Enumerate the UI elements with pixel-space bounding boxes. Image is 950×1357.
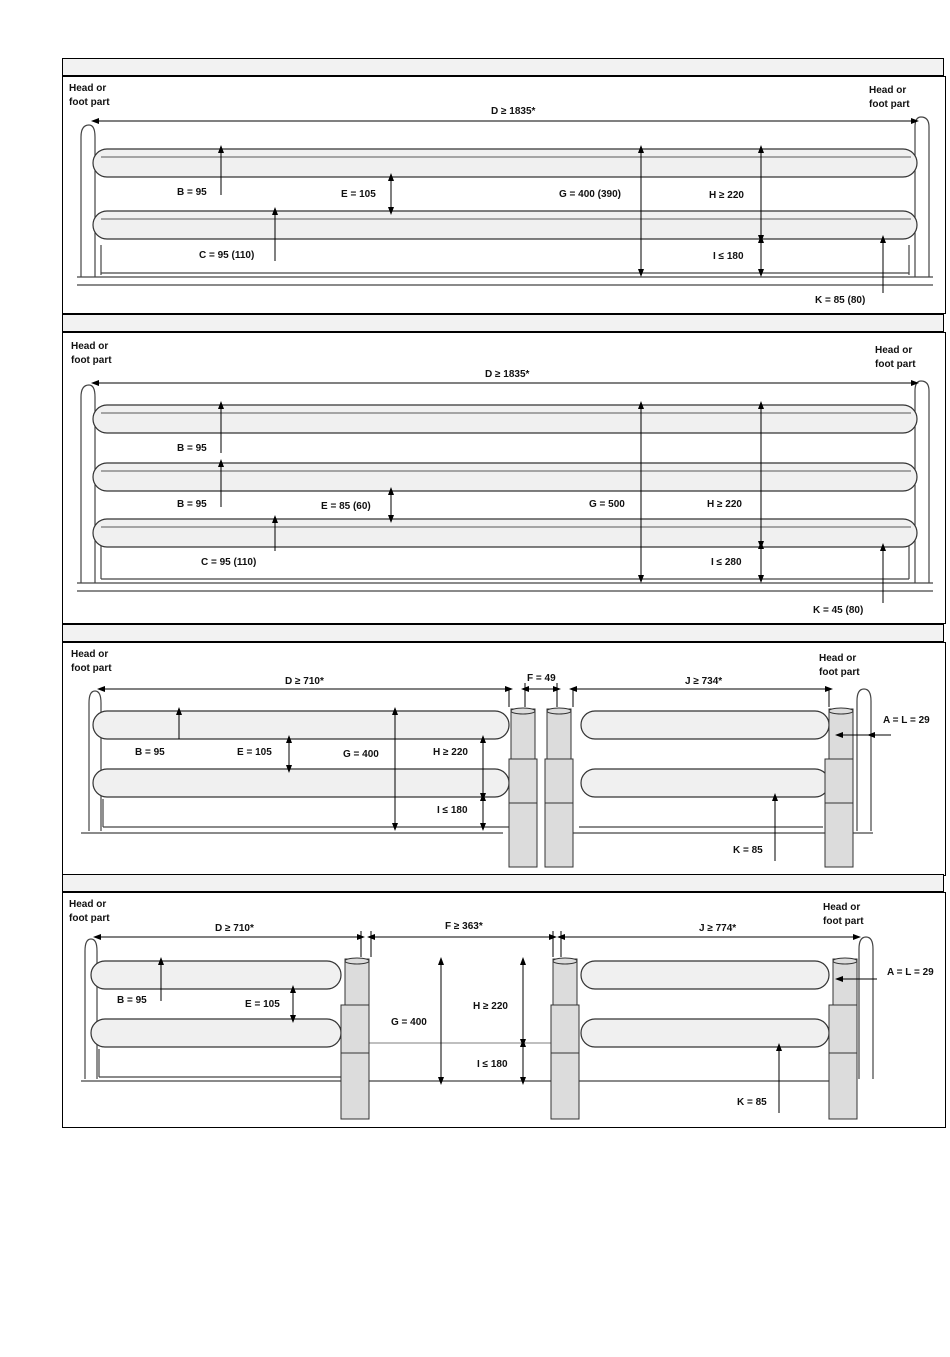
panel-1-drawing [63, 77, 945, 313]
rail-left-upper [91, 961, 341, 989]
post-2-base [551, 1053, 579, 1119]
head-right-line1: Head or [869, 85, 907, 96]
post-3-cap [833, 958, 857, 964]
label-H: H ≥ 220 [707, 499, 742, 510]
label-I: I ≤ 180 [437, 805, 468, 816]
label-K: K = 45 (80) [813, 605, 864, 616]
label-C: C = 95 (110) [199, 250, 255, 261]
label-A: A = L = 29 [887, 967, 934, 978]
label-H: H ≥ 220 [473, 1001, 508, 1012]
head-left-line1: Head or [69, 83, 107, 94]
post-3-upper [833, 959, 857, 1009]
label-K: K = 85 (80) [815, 295, 866, 306]
post-3-cap [829, 708, 853, 714]
label-A: A = L = 29 [883, 715, 930, 726]
head-left-line1: Head or [69, 899, 107, 910]
label-E: E = 105 [237, 747, 272, 758]
label-B2: B = 95 [177, 499, 207, 510]
label-D: D ≥ 1835* [485, 369, 530, 380]
label-E: E = 105 [245, 999, 280, 1010]
post-2-mid [545, 759, 573, 803]
head-left-line2: foot part [69, 913, 110, 924]
post-1-base [341, 1053, 369, 1119]
post-3-mid [825, 759, 853, 803]
panel-2-drawing [63, 333, 945, 623]
label-D: D ≥ 710* [215, 923, 254, 934]
post-1-mid [509, 759, 537, 803]
post-1-cap [345, 958, 369, 964]
label-E: E = 105 [341, 189, 376, 200]
rail-lower [93, 211, 917, 239]
head-right-line2: foot part [823, 916, 864, 927]
post-1-upper [511, 709, 535, 763]
panel-4 [62, 892, 946, 1128]
panel-2 [62, 332, 946, 624]
post-2-upper [553, 959, 577, 1009]
label-B: B = 95 [135, 747, 165, 758]
label-H: H ≥ 220 [433, 747, 468, 758]
label-D: D ≥ 710* [285, 676, 324, 687]
head-right-line1: Head or [875, 345, 913, 356]
label-I: I ≤ 180 [477, 1059, 508, 1070]
panel-3-drawing [63, 643, 945, 875]
rail-left-lower [91, 1019, 341, 1047]
rail-right-lower [581, 769, 829, 797]
label-I: I ≤ 280 [711, 557, 742, 568]
panel-1-header [62, 58, 944, 76]
rail-top [93, 405, 917, 433]
rail-left-upper [93, 711, 509, 739]
label-F: F ≥ 363* [445, 921, 483, 932]
head-left-line2: foot part [69, 97, 110, 108]
head-right-line1: Head or [823, 902, 861, 913]
head-left-line1: Head or [71, 649, 109, 660]
head-right-line2: foot part [875, 359, 916, 370]
head-right-line2: foot part [819, 667, 860, 678]
post-2-cap [547, 708, 571, 714]
panel-4-drawing [63, 893, 945, 1127]
label-G: G = 500 [589, 499, 625, 510]
head-left-line1: Head or [71, 341, 109, 352]
rail-left-lower [93, 769, 509, 797]
label-E: E = 85 (60) [321, 501, 371, 512]
post-3-base [825, 803, 853, 867]
label-I: I ≤ 180 [713, 251, 744, 262]
label-C: C = 95 (110) [201, 557, 257, 568]
post-3-mid [829, 1005, 857, 1053]
head-right-line1: Head or [819, 653, 857, 664]
rail-right-lower [581, 1019, 829, 1047]
label-J: J ≥ 734* [685, 676, 723, 687]
rail-upper [93, 149, 917, 177]
post-2-cap [553, 958, 577, 964]
post-1-base [509, 803, 537, 867]
post-3-base [829, 1053, 857, 1119]
panel-3-header [62, 624, 944, 642]
label-F: F = 49 [527, 673, 556, 684]
head-left-line2: foot part [71, 355, 112, 366]
rail-right-upper [581, 711, 829, 739]
rail-middle [93, 463, 917, 491]
panel-3 [62, 642, 946, 876]
panel-4-header [62, 874, 944, 892]
rail-bottom [93, 519, 917, 547]
panel-1 [62, 76, 946, 314]
drawing-sheet [62, 58, 946, 1128]
label-H: H ≥ 220 [709, 190, 744, 201]
label-G: G = 400 (390) [559, 189, 621, 200]
post-1-mid [341, 1005, 369, 1053]
post-2-upper [547, 709, 571, 763]
post-1-upper [345, 959, 369, 1009]
head-left-line2: foot part [71, 663, 112, 674]
label-K: K = 85 [733, 845, 763, 856]
label-G: G = 400 [343, 749, 379, 760]
label-K: K = 85 [737, 1097, 767, 1108]
post-2-base [545, 803, 573, 867]
head-right-line2: foot part [869, 99, 910, 110]
post-1-cap [511, 708, 535, 714]
label-J: J ≥ 774* [699, 923, 737, 934]
label-B: B = 95 [177, 187, 207, 198]
label-B1: B = 95 [177, 443, 207, 454]
post-3-upper [829, 709, 853, 763]
rail-right-upper [581, 961, 829, 989]
label-G: G = 400 [391, 1017, 427, 1028]
post-2-mid [551, 1005, 579, 1053]
label-B: B = 95 [117, 995, 147, 1006]
label-D: D ≥ 1835* [491, 106, 536, 117]
panel-2-header [62, 314, 944, 332]
